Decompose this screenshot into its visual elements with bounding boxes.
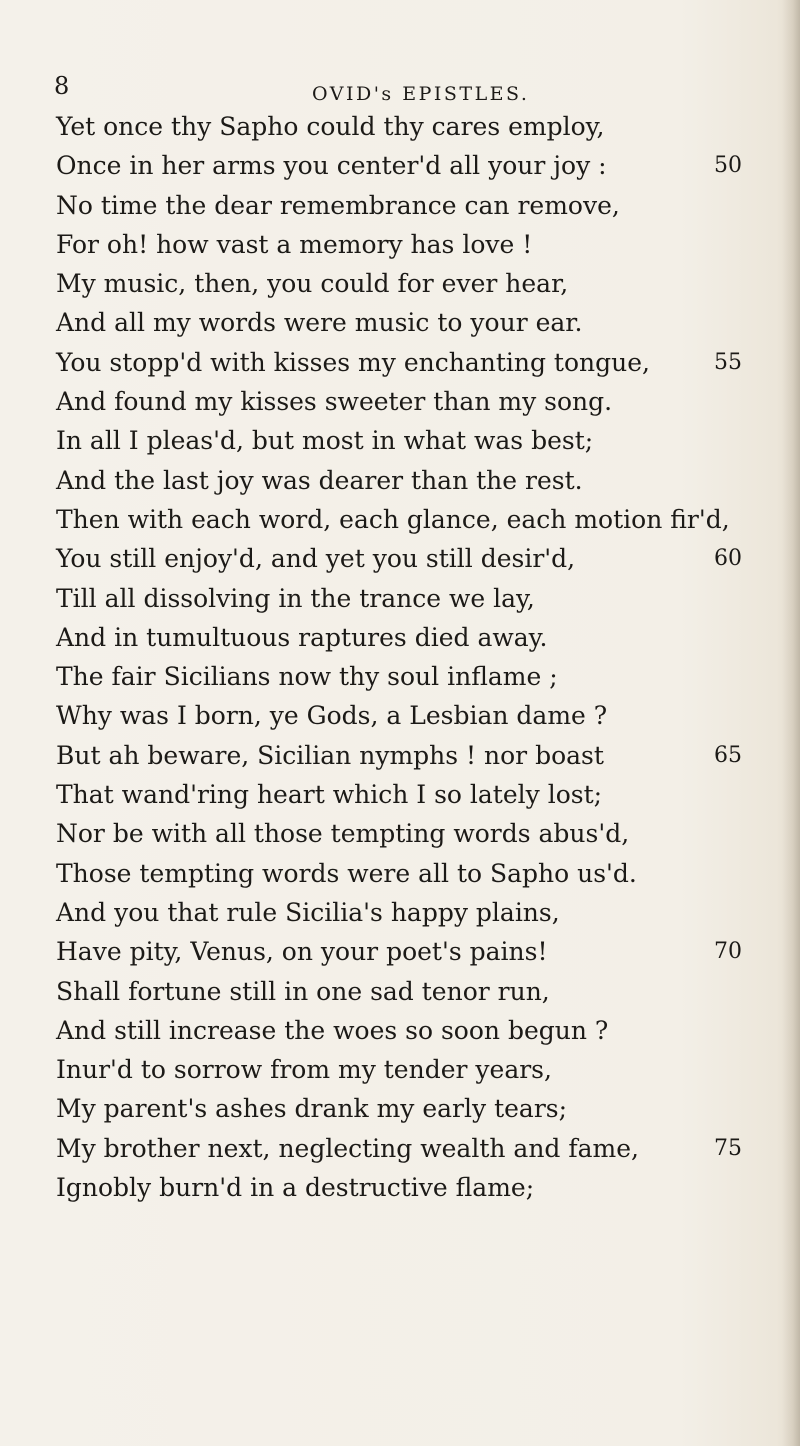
poem-line [56, 579, 776, 618]
line-text: My parent's ashes drank my early tears; [56, 1094, 568, 1124]
line-text: And the last joy was dearer than the rest. [56, 465, 583, 495]
page-edge-shadow [782, 0, 800, 1446]
line-text: Shall fortune still in one sad tenor run, [56, 976, 550, 1006]
page-header [0, 72, 800, 108]
line-number: 55 [714, 349, 742, 375]
poem-line [56, 1168, 776, 1207]
line-text: And found my kisses sweeter than my song. [56, 387, 613, 417]
line-text: You still enjoy'd, and yet you still desir'd, [56, 544, 576, 574]
running-head: OVID's EPISTLES. [312, 83, 530, 105]
poem-line [56, 382, 776, 421]
line-number: 70 [714, 939, 742, 965]
poem-line [56, 972, 776, 1011]
line-text: Till all dissolving in the trance we lay, [56, 583, 535, 613]
poem-line [56, 657, 776, 696]
poem-line [56, 893, 776, 932]
poem-line [56, 500, 776, 539]
poem-line [56, 1011, 776, 1050]
line-text: No time the dear remembrance can remove, [56, 190, 620, 220]
poem-line [56, 814, 776, 853]
line-text: Ignobly burn'd in a destructive flame; [56, 1173, 535, 1203]
poem-line [56, 186, 776, 225]
poem-line [56, 1129, 776, 1168]
poem-line [56, 264, 776, 303]
line-text: You stopp'd with kisses my enchanting tongue, [56, 347, 650, 377]
poem-line [56, 736, 776, 775]
line-text: Why was I born, ye Gods, a Lesbian dame ? [56, 701, 608, 731]
line-number: 65 [714, 742, 742, 768]
poem-line [56, 303, 776, 342]
line-text: My music, then, you could for ever hear, [56, 269, 569, 299]
line-text: And you that rule Sicilia's happy plains, [56, 897, 560, 927]
line-text: And in tumultuous raptures died away. [56, 622, 548, 652]
line-text: But ah beware, Sicilian nymphs ! nor boast [56, 740, 604, 770]
line-number: 60 [714, 546, 742, 572]
poem-line [56, 146, 776, 185]
page-number: 8 [54, 72, 70, 100]
line-text: Have pity, Venus, on your poet's pains! [56, 937, 548, 967]
line-text: Once in her arms you center'd all your joy : [56, 151, 607, 181]
line-text: My brother next, neglecting wealth and fame, [56, 1133, 639, 1163]
line-text: Inur'd to sorrow from my tender years, [56, 1055, 552, 1085]
line-number: 50 [714, 153, 742, 179]
poem-line [56, 618, 776, 657]
poem-line [56, 107, 776, 146]
poem-line [56, 854, 776, 893]
line-text: In all I pleas'd, but most in what was best; [56, 426, 594, 456]
poem-line [56, 696, 776, 735]
line-text: Nor be with all those tempting words abus'd, [56, 819, 630, 849]
poem-line [56, 1050, 776, 1089]
poem-line [56, 343, 776, 382]
line-text: That wand'ring heart which I so lately lost; [56, 780, 603, 810]
poem-line [56, 1089, 776, 1128]
line-text: Yet once thy Sapho could thy cares employ, [56, 112, 605, 141]
line-text: For oh! how vast a memory has love ! [56, 229, 533, 259]
poem-line [56, 932, 776, 971]
poem-line [56, 539, 776, 578]
poem-line [56, 421, 776, 460]
poem-line [56, 461, 776, 500]
line-text: And still increase the woes so soon begun ? [56, 1015, 609, 1045]
poem-text [56, 107, 776, 1207]
line-number: 75 [714, 1135, 742, 1161]
poem-line [56, 775, 776, 814]
line-text: Then with each word, each glance, each motion fir'd, [56, 504, 730, 534]
poem-line [56, 225, 776, 264]
line-text: And all my words were music to your ear. [56, 308, 583, 338]
line-text: Those tempting words were all to Sapho us'd. [56, 858, 637, 888]
line-text: The fair Sicilians now thy soul inflame ; [56, 662, 558, 692]
